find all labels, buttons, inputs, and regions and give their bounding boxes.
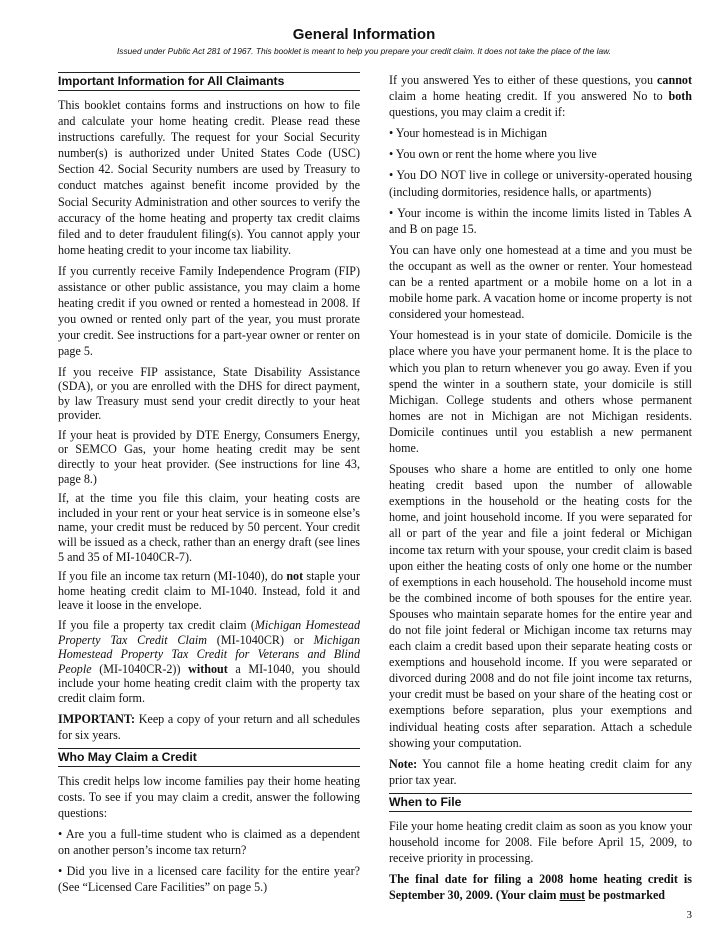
page-title: General Information	[292, 26, 436, 43]
bullet-not-college-housing: • You DO NOT live in college or university-operated housing (including dormitories, residence halls, or apartments)	[389, 168, 692, 199]
bullet-income-limits: • Your income is within the income limits listed in Tables A and B on page 15.	[389, 205, 692, 236]
paragraph-who-may-claim: This credit helps low income families pay their home heating costs. To see if you may claim a credit, answer the following questions:	[58, 773, 360, 820]
text-run-bold: be postmarked	[585, 888, 666, 903]
paragraph-note-prior-year	[389, 756, 692, 788]
section-heading-when-to-file: When to File	[389, 793, 692, 812]
text-run: claim a home heating credit. If you answered No to	[389, 89, 669, 104]
text-run-bold: not	[286, 569, 304, 584]
text-run-bold: The final date for filing a 2008 home heating credit is September 30, 2009. (Your claim	[389, 872, 692, 903]
text-run-italic: Michigan Homestead Property Tax Credit Claim	[58, 618, 360, 647]
paragraph-important-keep-copy	[58, 711, 360, 743]
paragraph-heating-in-rent: If, at the time you file this claim, your heating costs are included in your rent or your heat service is in someone else’s name, your credit must be reduced by 50 percent. Your credit will be issued as a check, rather than an energy draft (see lines 5 and 35 of MI-1040CR-7).	[58, 491, 360, 564]
section-heading-who-may-claim: Who May Claim a Credit	[58, 748, 360, 767]
text-run: If you file a property tax credit claim (	[58, 618, 255, 632]
paragraph-answered-yes	[389, 72, 692, 120]
paragraph-fip-assistance: If you currently receive Family Independence Program (FIP) assistance or other public assistance, you may claim a home heating credit if you owned or rented a homestead in 2008. If you owned or rented only part of the year, you must prorate your credit. See instructions for a part-year owner or renter on page 5.	[58, 263, 360, 359]
text-run-bold: cannot	[657, 73, 692, 87]
paragraph-when-to-file: File your home heating credit claim as soon as you know your household income for 2008. File before April 15, 2009, to receive priority in processing.	[389, 818, 692, 866]
text-run: Keep a copy of your return and all schedules for six years.	[58, 711, 360, 742]
paragraph-domicile: Your homestead is in your state of domicile. Domicile is the place where you have your permanent home. It is the place to which you plan to return whenever you go away. Even if you spend the winter in a southern state, your domicile is still Michigan. College students and others whose permanent homes are not in Michigan are not Michigan residents. Domicile continues until you establish a new permanent home.	[389, 328, 692, 455]
text-run: You cannot file a home heating credit claim for any prior tax year.	[389, 756, 692, 787]
text-run-bold: IMPORTANT:	[58, 711, 136, 726]
bullet-care-facility: • Did you live in a licensed care facility for the entire year? (See “Licensed Care Facilities” on page 5.)	[58, 864, 360, 895]
paragraph-one-homestead: You can have only one homestead at a time and you must be the occupant as well as the owner or renter. Your homestead can be a rented apartment or a mobile home on a lot in a mobile home park. A vacation home or income property is not considered your homestead.	[389, 242, 692, 322]
text-run: a MI-1040, you should include your home heating credit claim with the property tax credit claim form.	[58, 661, 360, 705]
right-column	[389, 72, 692, 908]
paragraph-booklet-intro: This booklet contains forms and instructions on how to file and calculate your home heating credit. Please read these instructions carefully. The request for your Social Security number(s) is authorized under United States Code (USC) Section 42. Social Security numbers are used by Treasury to conduct matches against benefit income provided by the Social Security Administration and other sources to verify the accuracy of the home heating and property tax credit claims filed and to deter fraudulent filing(s). You cannot apply your home heating credit to your income tax liability.	[58, 98, 360, 257]
text-run-italic: Michigan Homestead Property Tax Credit for Veterans and Blind People	[58, 632, 361, 676]
section-heading-important-info: Important Information for All Claimants	[58, 72, 360, 91]
text-run: If you file an income tax return (MI-1040), do	[58, 569, 287, 584]
paragraph-property-tax-claim	[58, 618, 360, 706]
text-run: (MI-1040CR-2))	[91, 661, 189, 676]
page-number: 3	[686, 909, 692, 921]
paragraph-do-not-staple	[58, 569, 360, 613]
bullet-full-time-student: • Are you a full-time student who is claimed as a dependent on another person’s income tax return?	[58, 827, 360, 858]
left-column	[58, 72, 360, 900]
text-run-bold: Note:	[389, 756, 418, 771]
text-run: (MI-1040CR) or	[207, 632, 314, 647]
paragraph-spouses: Spouses who share a home are entitled to only one home heating credit based upon the number of allowable exemptions in the household or the heating costs for the home, and joint household income. If you were separated for all or part of the year and file a joint federal or Michigan income tax return with your spouse, your credit claim is based upon either the heating costs of only one home or the number of exemptions in each household. The household income must be the combined income of both spouses for the entire year. Spouses who maintain separate homes for the entire year and do not file joint federal or Michigan income tax returns may each claim a credit based upon their separate heating costs or exemptions and household income. If you were separated or divorced during 2008 and do not file joint income tax returns, your credit must be based on your share of the heating cost or exemptions before separation, plus your exemptions and individual heating costs after separation. Attach a schedule showing your computation.	[389, 462, 692, 750]
bullet-homestead-michigan: • Your homestead is in Michigan	[389, 126, 548, 141]
text-run-bold: without	[188, 661, 228, 676]
paragraph-sda: If you receive FIP assistance, State Disability Assistance (SDA), or you are enrolled with the DHS for direct payment, by law Treasury must send your credit directly to your heat provider.	[58, 364, 360, 423]
bullet-own-or-rent: • You own or rent the home where you live	[389, 147, 597, 162]
text-run-bold: both	[668, 89, 692, 104]
page-subtitle: Issued under Public Act 281 of 1967. This booklet is meant to help you prepare your credit claim. It does not take the place of the law.	[116, 46, 612, 56]
text-run: If you answered Yes to either of these questions, you	[389, 73, 658, 87]
text-run-bold-underline: must	[559, 888, 586, 903]
paragraph-final-date	[389, 871, 692, 903]
text-run: staple your home heating credit claim to MI-1040. Instead, fold it and leave it loose in the envelope.	[58, 569, 360, 613]
text-run: questions, you may claim a credit if:	[389, 105, 566, 120]
paragraph-heat-provider: If your heat is provided by DTE Energy, Consumers Energy, or SEMCO Gas, your home heating credit may be sent directly to your heat provider. (See instructions for line 43, page 8.)	[58, 427, 360, 486]
